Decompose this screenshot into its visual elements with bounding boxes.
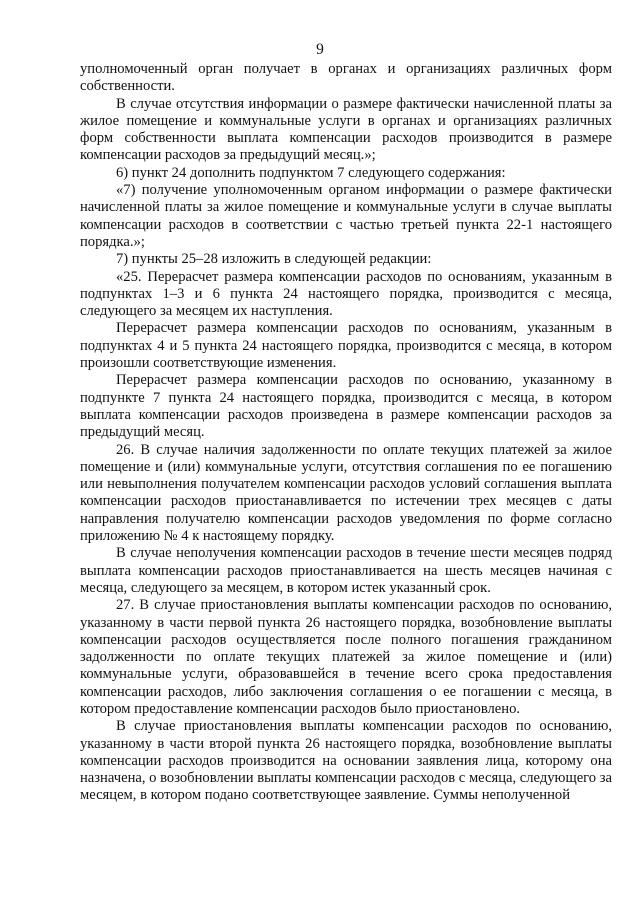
paragraph: В случае приостановления выплаты компенсации расходов по основанию, указанному в части второй пункта 26 настоящего порядка, возобновление выплаты компенсации расходов производится на основании заявления лица, которому она назначена, о возобновлении выплаты компенсации расходов с месяца, следующего за месяцем, в котором подано соответствующее заявление. Суммы неполученной [80,718,612,804]
paragraph: В случае неполучения компенсации расходов в течение шести месяцев подряд выплата компенсации расходов приостанавливается на шесть месяцев начиная с месяца, следующего за месяцем, в котором истек указанный срок. [80,545,612,596]
document-body [80,61,612,805]
page-number: 9 [316,41,324,58]
paragraph: Перерасчет размера компенсации расходов по основанию, указанному в подпункте 7 пункта 24 настоящего порядка, производится с месяца, в котором выплата компенсации расходов произведена в размере компенсации расходов за предыдущий месяц. [80,372,612,441]
paragraph: 7) пункты 25–28 изложить в следующей редакции: [116,251,432,268]
paragraph: 6) пункт 24 дополнить подпунктом 7 следующего содержания: [116,164,506,181]
paragraph: «25. Перерасчет размера компенсации расходов по основаниям, указанным в подпунктах 1–3 и 6 пункта 24 настоящего порядка, производится с месяца, следующего за месяцем их наступления. [80,268,612,320]
paragraph: В случае отсутствия информации о размере фактически начисленной платы за жилое помещение и коммунальные услуги в органах и организациях различных форм собственности выплата компенсации расходов производится в размере компенсации расходов за предыдущий месяц.»; [80,95,612,164]
paragraph: уполномоченный орган получает в органах и организациях различных форм собственности. [80,61,612,95]
paragraph: Перерасчет размера компенсации расходов по основаниям, указанным в подпунктах 4 и 5 пункта 24 настоящего порядка, производится с месяца, в котором произошли соответствующие изменения. [80,320,612,372]
paragraph: «7) получение уполномоченным органом информации о размере фактически начисленной платы за жилое помещение и коммунальные услуги в случае выплаты компенсации расходов в соответствии с частью третьей пункта 22-1 настоящего порядка.»; [80,182,612,250]
paragraph: 27. В случае приостановления выплаты компенсации расходов по основанию, указанному в части первой пункта 26 настоящего порядка, возобновление выплаты компенсации расходов осуществляется после полного погашения гражданином задолженности по оплате текущих платежей за жилое помещение и (или) коммунальные услуги, образовавшейся в течение всего срока предоставления компенсации расходов, либо заключения соглашения о ее погашении с месяца, в котором предоставление компенсации расходов было приостановлено. [80,597,612,717]
paragraph: 26. В случае наличия задолженности по оплате текущих платежей за жилое помещение и (или) коммунальные услуги, отсутствия соглашения по ее погашению или невыполнения получателем компенсации расходов условий соглашения выплата компенсации расходов приостанавливается по истечении трех месяцев с даты направления получателю компенсации расходов уведомления по форме согласно приложению № 4 к настоящему порядку. [80,441,612,545]
